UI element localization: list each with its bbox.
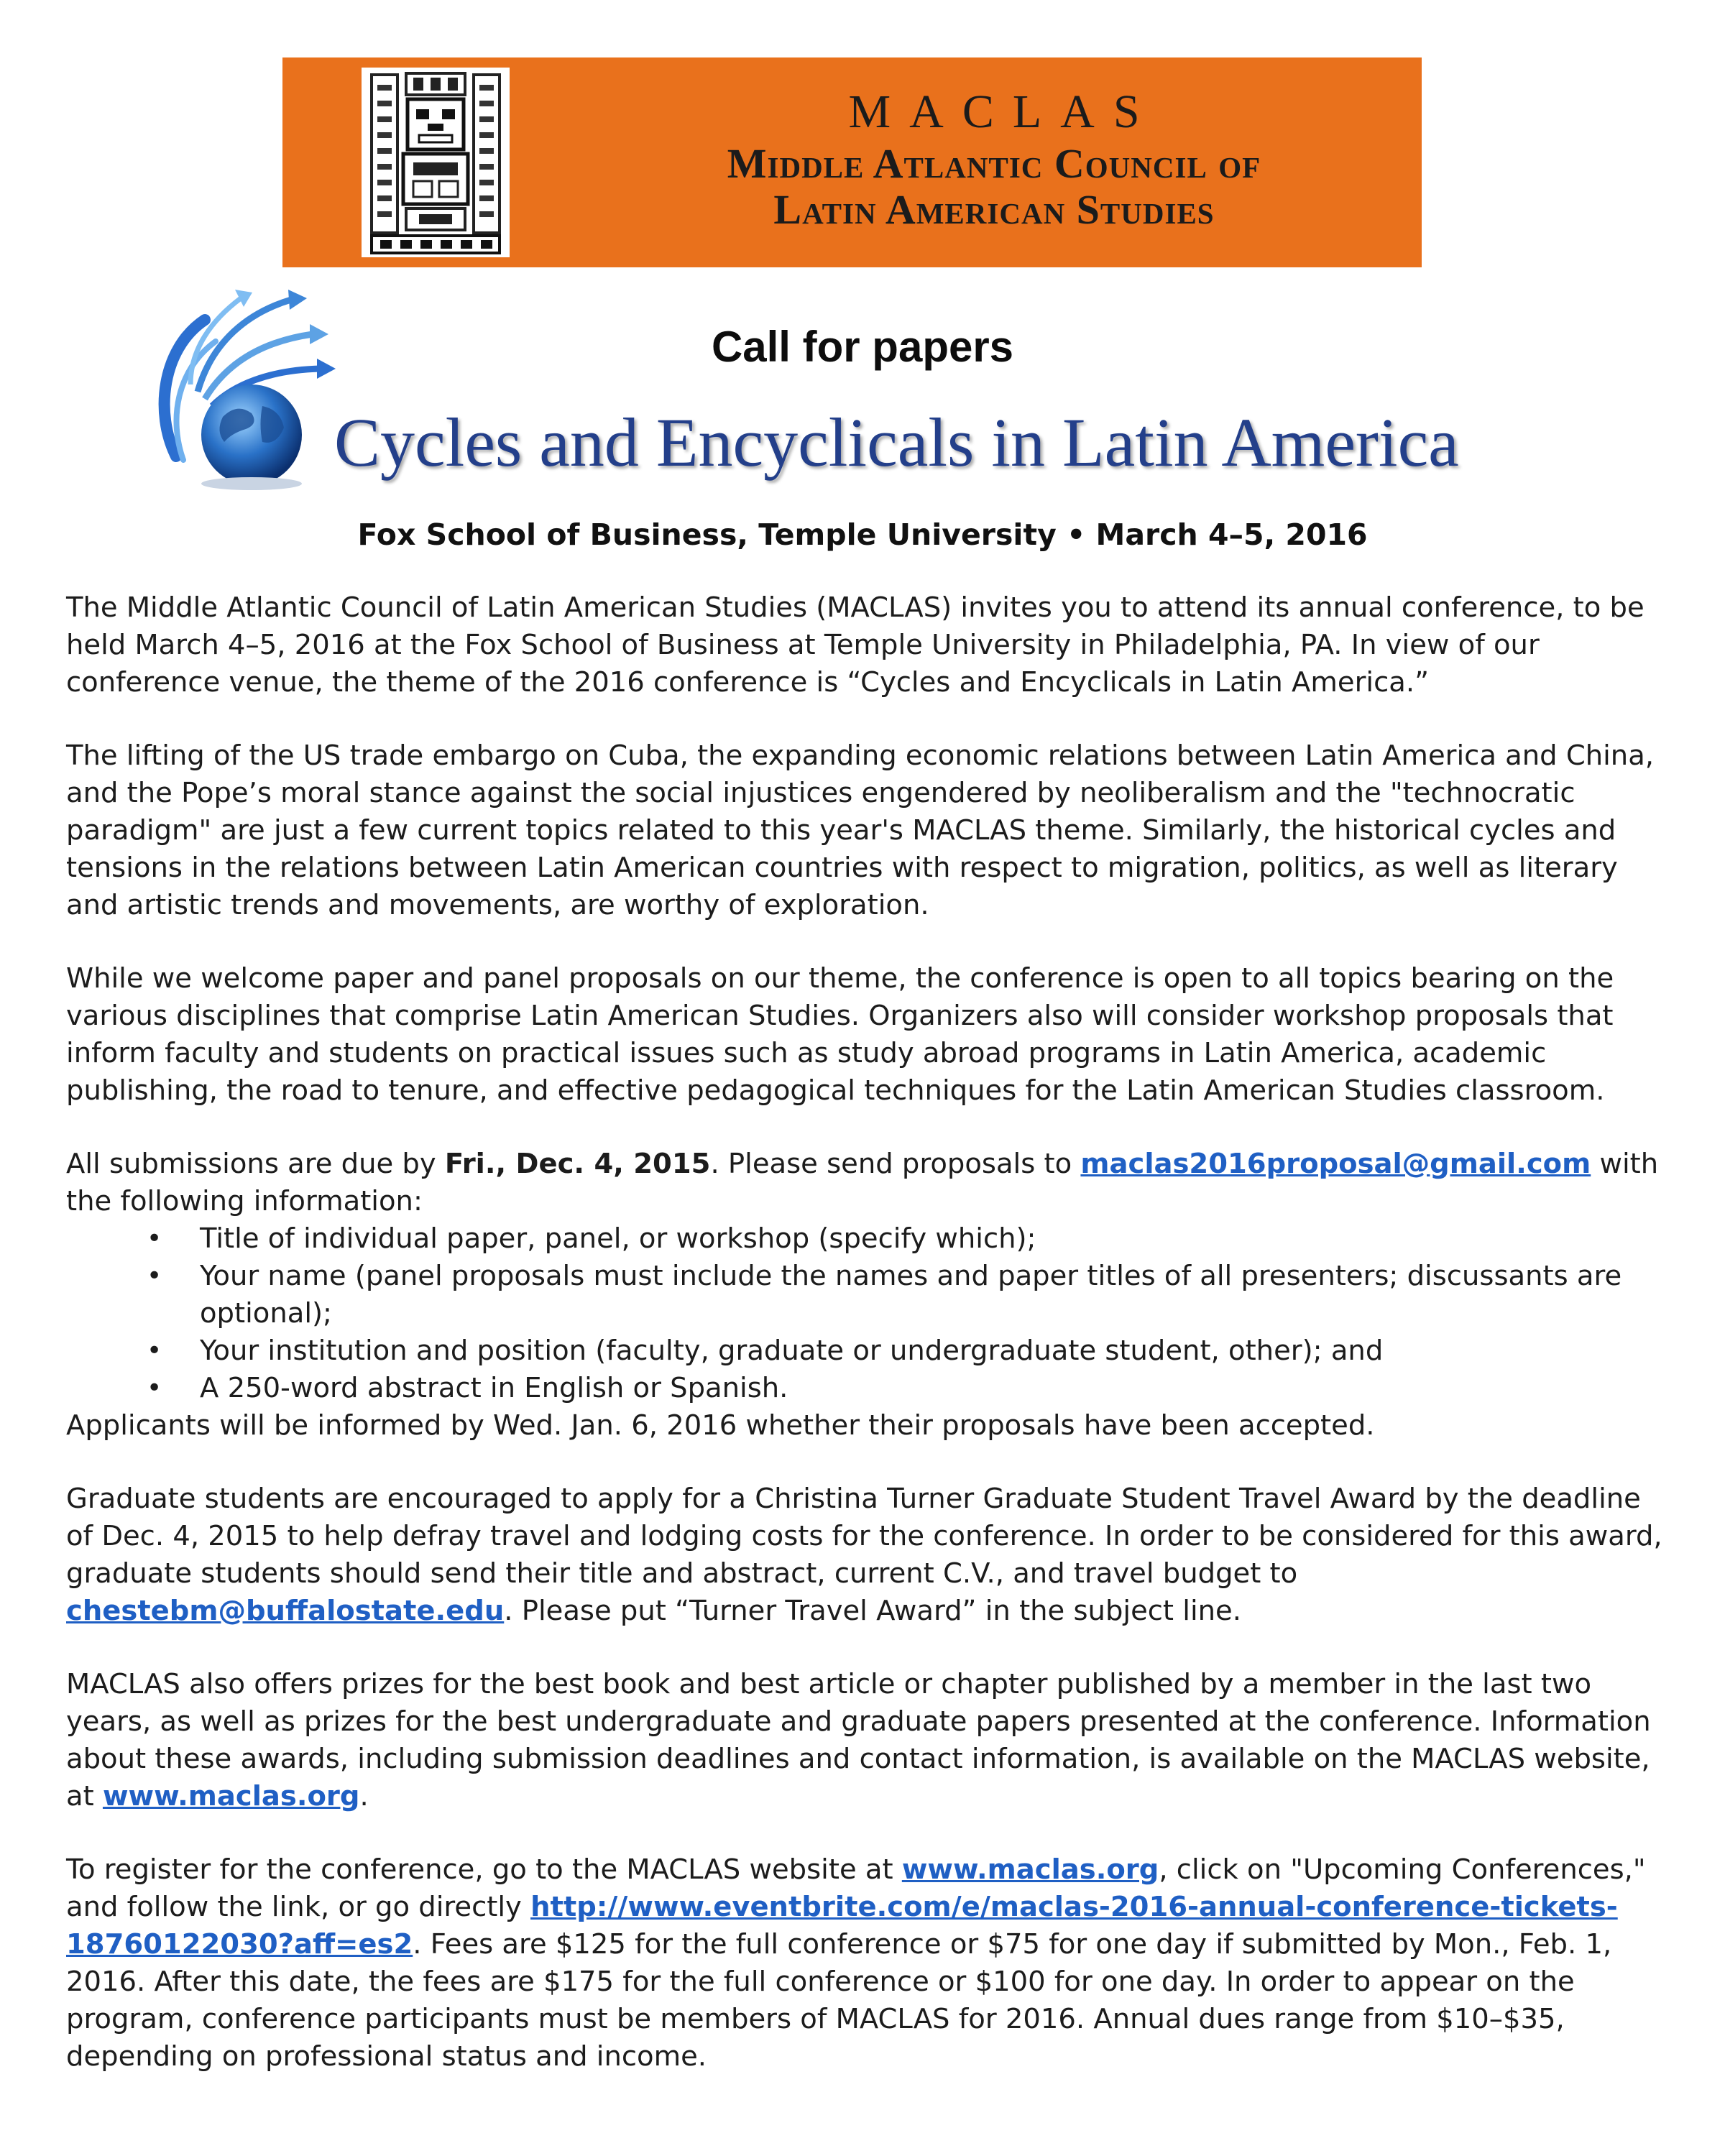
submission-deadline: Fri., Dec. 4, 2015 — [444, 1148, 711, 1180]
globe-icon — [147, 284, 352, 499]
scope-paragraph: While we welcome paper and panel proposals on our theme, the conference is open to all topics bearing on the various disciplines that comprise Latin American Studies. Organizers also will consider workshop proposals that inform faculty and students on practical issues such as study abroad programs in Latin America, academic publishing, the road to tenure, and effective pedagogical techniques for the Latin American Studies classroom. — [66, 962, 1614, 1107]
list-item: • Your institution and position (faculty, graduate or undergraduate student, other); and — [200, 1332, 1669, 1370]
registration-paragraph — [66, 1851, 1669, 2076]
maclas-website-link[interactable]: www.maclas.org — [102, 1780, 360, 1812]
travel-award-text-b: . Please put “Turner Travel Award” in the subject line. — [504, 1595, 1241, 1627]
prizes-text-a: MACLAS also offers prizes for the best book and best article or chapter published by a member in the last two years, as well as prizes for the best undergraduate and graduate papers presented at the conference. Information about these awards, including submission deadlines and contact information, is available on the MACLAS website, at — [66, 1668, 1651, 1812]
venue-date-line: Fox School of Business, Temple University • March 4–5, 2016 — [357, 517, 1368, 552]
travel-award-text-a: Graduate students are encouraged to apply for a Christina Turner Graduate Student Travel Award by the deadline of Dec. 4, 2015 to help defray travel and lodging costs for the conference. In order to be considered for this award, graduate students should send their title and abstract, current C.V., and travel budget to — [66, 1483, 1662, 1590]
notification-line: Applicants will be informed by Wed. Jan. 6, 2016 whether their proposals have been accepted. — [66, 1409, 1375, 1442]
maclas-website-link-2[interactable]: www.maclas.org — [901, 1853, 1159, 1886]
proposal-email-link[interactable]: maclas2016proposal@gmail.com — [1080, 1148, 1591, 1180]
submission-text-c: with the following information: — [66, 1148, 1659, 1217]
list-item: • Title of individual paper, panel, or workshop (specify which); — [200, 1220, 1669, 1258]
intro-paragraph: The Middle Atlantic Council of Latin American Studies (MACLAS) invites you to attend its annual conference, to be held March 4–5, 2016 at the Fox School of Business at Temple University in Philadelphia, PA. In view of our conference venue, the theme of the 2016 conference is “Cycles and Encyclicals in Latin America.” — [66, 591, 1644, 699]
document-body — [66, 589, 1669, 2111]
list-item: • A 250-word abstract in English or Spanish. — [200, 1370, 1669, 1407]
register-text-a: To register for the conference, go to the MACLAS website at — [66, 1853, 902, 1886]
prizes-paragraph — [66, 1666, 1669, 1815]
register-text-c: . Fees are $125 for the full conference or $75 for one day if submitted by Mon., Feb. 1, 2016. After this date, the fees are $175 for the full conference or $100 for one day. In order to appear on the program, conference participants must be members of MACLAS for 2016. Annual dues range from $10–$35, depending on professional status and income. — [66, 1928, 1612, 2073]
org-acronym: MACLAS — [848, 86, 1159, 138]
org-name-line-2: Latin American Studies — [773, 186, 1215, 233]
submission-requirements-list — [66, 1220, 1669, 1407]
submission-text-b: . Please send proposals to — [710, 1148, 1081, 1180]
topics-paragraph: The lifting of the US trade embargo on Cuba, the expanding economic relations between Latin America and China, and the Pope’s moral stance against the social injustices engendered by neoliberalism and the "technocratic paradigm" are just a few current topics related to this year's MACLAS theme. Similarly, the historical cycles and tensions in the relations between Latin American countries with respect to migration, politics, as well as literary and artistic trends and movements, are worthy of exploration. — [66, 740, 1655, 921]
maclas-logo — [362, 68, 510, 257]
conference-theme-title: Cycles and Encyclicals in Latin America — [334, 404, 1459, 481]
register-text-b: , click on "Upcoming Conferences," and follow the link, or go directly — [66, 1853, 1646, 1923]
list-item: • Your name (panel proposals must include the names and paper titles of all presenters; discussants are optional); — [200, 1258, 1669, 1332]
call-for-papers-heading: Call for papers — [711, 323, 1014, 371]
maya-glyph-icon — [362, 68, 510, 257]
submission-instructions — [66, 1146, 1669, 1220]
header-banner — [282, 57, 1422, 267]
globe-arrows-graphic — [147, 284, 352, 499]
travel-award-paragraph — [66, 1480, 1669, 1630]
banner-text — [584, 83, 1404, 233]
travel-award-email-link[interactable]: chestebm@buffalostate.edu — [66, 1595, 505, 1627]
prizes-text-b: . — [359, 1780, 369, 1812]
submission-text-a: All submissions are due by — [66, 1148, 445, 1180]
eventbrite-link[interactable]: http://www.eventbrite.com/e/maclas-2016-annual-conference-tickets-18760122030?aff=es2 — [66, 1891, 1618, 1961]
org-name-line-1: Middle Atlantic Council of — [727, 140, 1261, 187]
